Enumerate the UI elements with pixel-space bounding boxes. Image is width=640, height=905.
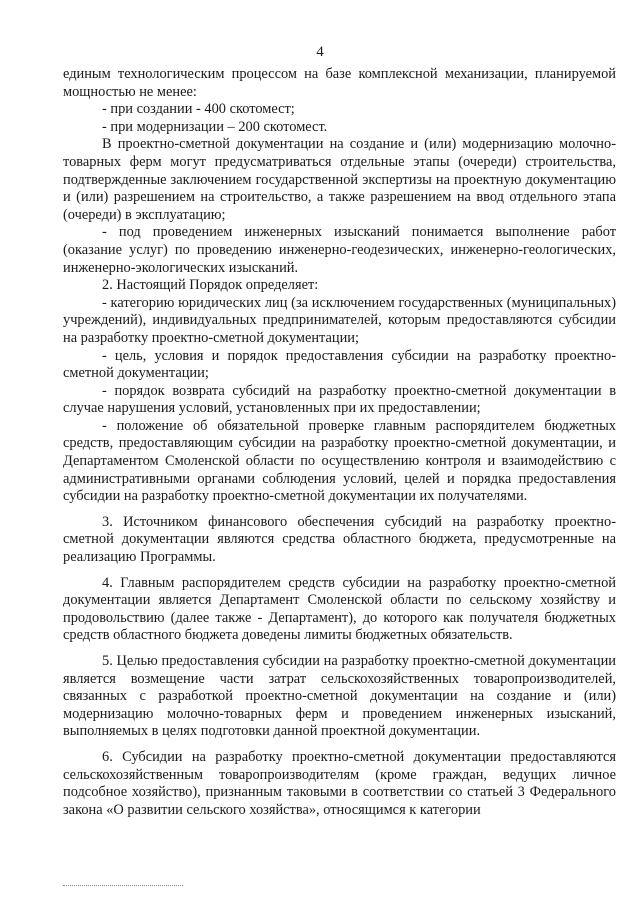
paragraph: В проектно-сметной документации на создание и (или) модернизацию молочно-товарных ферм могут предусматриваться отдельные этапы (очереди) строительства, подтвержденные заключением государственной экспертизы на проектную документацию и (или) разрешением на строительство, а также разрешением на ввод отдельного этапа (очереди) в эксплуатацию; <box>63 136 616 223</box>
footer-divider <box>63 885 183 887</box>
paragraph: - при модернизации – 200 скотомест. <box>102 118 328 135</box>
paragraph: - категорию юридических лиц (за исключением государственных (муниципальных) учреждений), индивидуальных предпринимателей, которым предоставляются субсидии на разработку проектно-сметной документации; <box>63 294 616 346</box>
paragraph: - под проведением инженерных изысканий понимается выполнение работ (оказание услуг) по проведению инженерно-геодезических, инженерно-геологических, инженерно-экологических изысканий. <box>63 224 616 276</box>
paragraph: - положение об обязательной проверке главным распорядителем бюджетных средств, предоставляющим субсидии на разработку проектно-сметной документации, и Департаментом Смоленской области по осуществлению контроля и взаимодействию с административными органами соблюдения условий, целей и порядка предоставления субсидии на разработку проектно-сметной документации их получателями. <box>63 417 616 505</box>
paragraph-gap <box>63 506 616 514</box>
paragraph: 4. Главным распорядителем средств субсидии на разработку проектно-сметной документации является Департамент Смоленской области по сельскому хозяйству и продовольствию (далее также - Департамент), до которого как получателя бюджетных средств областного бюджета доведены лимиты бюджетных обязательств. <box>63 574 616 644</box>
paragraph: - порядок возврата субсидий на разработку проектно-сметной документации в случае нарушения условий, установленных при их предоставлении; <box>63 382 616 417</box>
paragraph: 3. Источником финансового обеспечения субсидий на разработку проектно-сметной документации являются средства областного бюджета, предусмотренные на реализацию Программы. <box>63 513 616 566</box>
paragraph-gap <box>63 645 616 653</box>
paragraph-gap <box>63 741 616 749</box>
document-body <box>63 66 616 819</box>
paragraph: 2. Настоящий Порядок определяет: <box>102 277 319 294</box>
paragraph: 5. Целью предоставления субсидии на разработку проектно-сметной документации является возмещение части затрат сельскохозяйственных товаропроизводителей, связанных с разработкой проектно-сметной документации на создание и (или) модернизацию молочно-товарных ферм и проведением инженерных изысканий, выполняемых в целях подготовки данной проектной документации. <box>63 653 616 740</box>
paragraph: - при создании - 400 скотомест; <box>102 101 295 118</box>
paragraph-gap <box>63 567 616 575</box>
paragraph: 6. Субсидии на разработку проектно-сметной документации предоставляются сельскохозяйственным товаропроизводителям (кроме граждан, ведущих личное подсобное хозяйство), признанным таковыми в соответствии со статьей 3 Федерального закона «О развитии сельского хозяйства», относящимся к категории <box>63 748 616 818</box>
paragraph: - цель, условия и порядок предоставления субсидии на разработку проектно-сметной документации; <box>63 347 616 382</box>
page-number: 4 <box>316 44 324 60</box>
paragraph: единым технологическим процессом на базе комплексной механизации, планируемой мощностью не менее: <box>63 66 616 100</box>
